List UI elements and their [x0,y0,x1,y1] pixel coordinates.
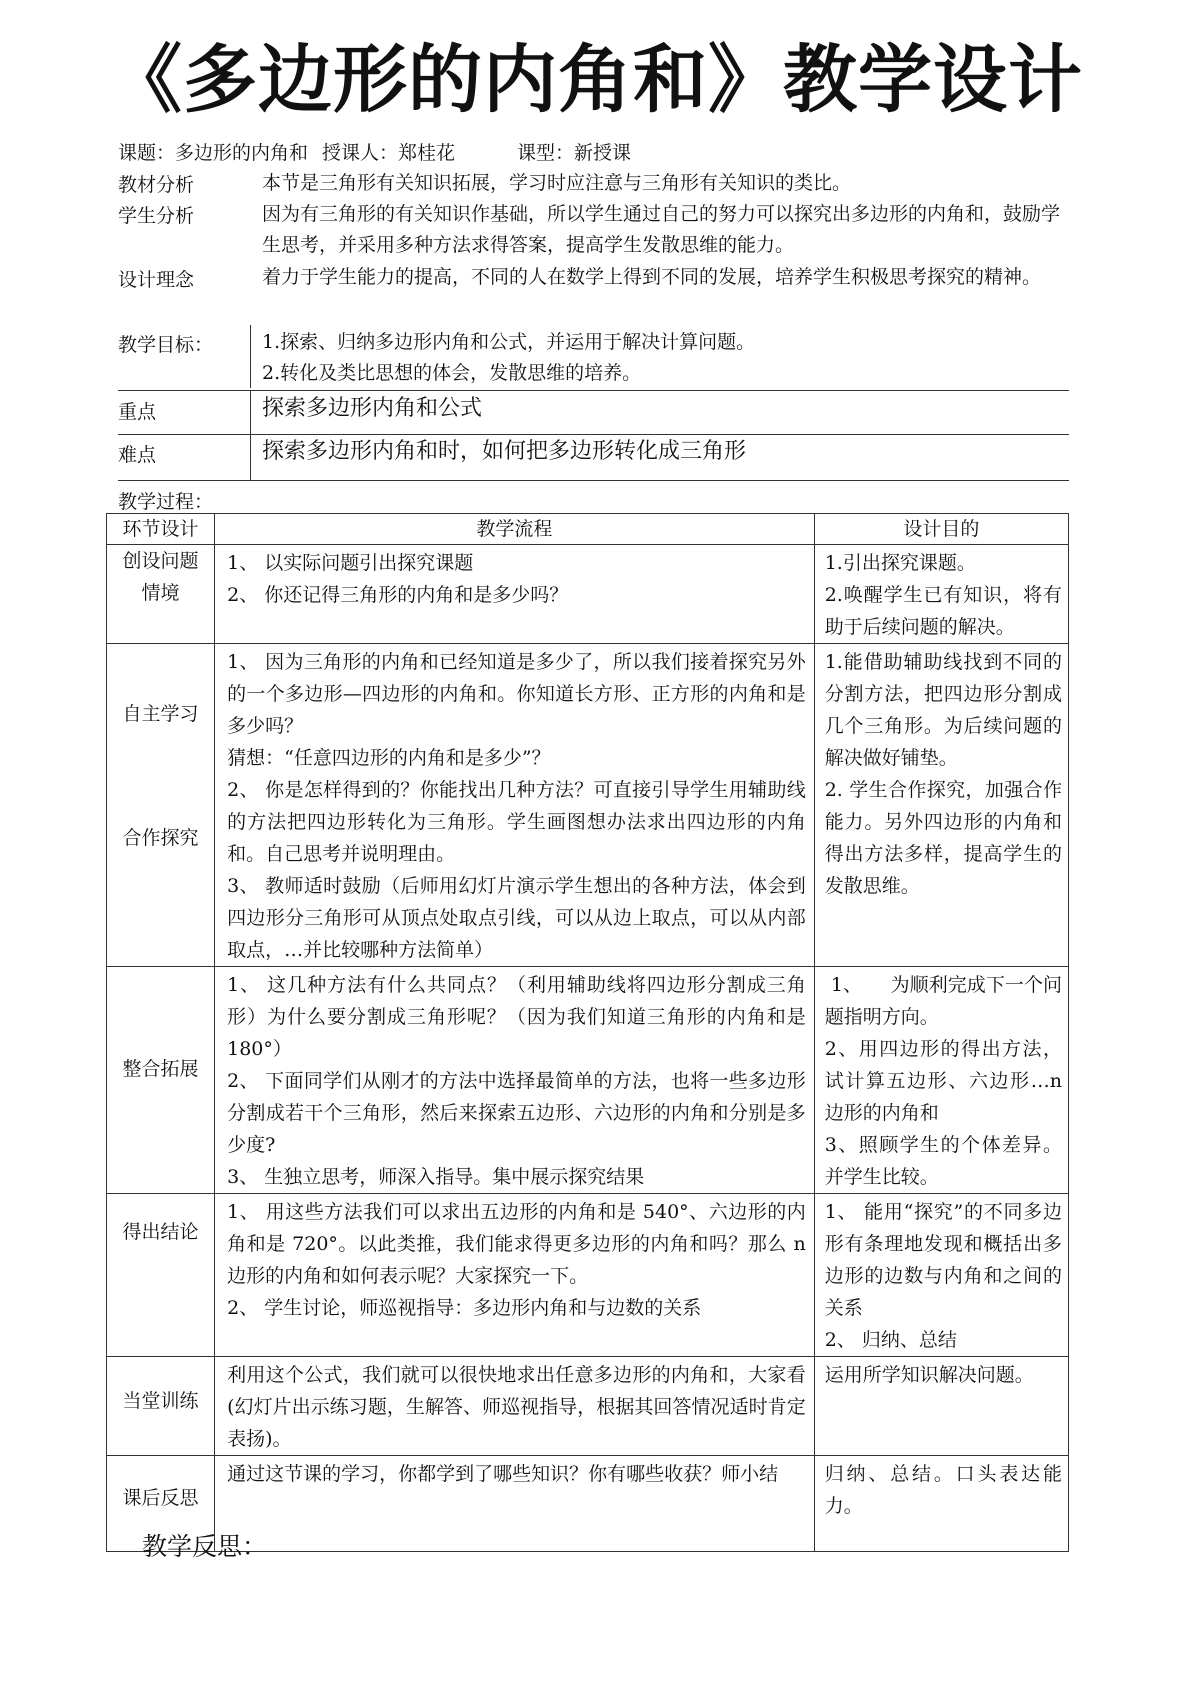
purpose-cell [814,644,1068,967]
stage-text: 合作探究 [122,827,199,849]
purpose-text: 1.引出探究课题。 2.唤醒学生已有知识，将有助于后续问题的解决。 [824,552,1062,638]
flow-text: 2、 你还记得三角形的内角和是多少吗？ [227,584,569,606]
flow-text: 通过这节课的学习，你都学到了哪些知识？你有哪些收获？师小结 [227,1463,779,1485]
stage-cell [107,1357,215,1456]
table-row [107,644,1069,967]
flow-cell [215,1357,815,1456]
table-row [107,1194,1069,1357]
teacher-text: 授课人：郑桂花 [322,142,456,164]
flow-cell [215,967,815,1194]
stage-text: 整合拓展 [122,1058,199,1080]
flow-text: 1、 用这些方法我们可以求出五边形的内角和是 540°、六边形的内角和是 720°。以此类推，我们能求得更多边形的内角和吗？那么 n 边形的内角和如何表示呢？大家探究一下。 [227,1201,806,1287]
process-table [106,513,1069,1552]
lesson-info [118,140,631,166]
flow-text: 利用这个公式，我们就可以很快地求出任意多边形的内角和，大家看(幻灯片出示练习题，生解答、师巡视指导，根据其回答情况适时肯定表扬)。 [227,1364,806,1450]
keypoint-label: 重点 [118,401,157,423]
difficulty-text: 探索多边形内角和时，如何把多边形转化成三角形 [262,439,747,464]
stage-text: 创设问题 [122,550,199,572]
divider [118,480,1069,481]
flow-text: 2、 下面同学们从刚才的方法中选择最简单的方法，也将一些多边形分割成若干个三角形，然后来探索五边形、六边形的内角和分别是多少度? [227,1070,806,1156]
type-text: 课型：新授课 [517,142,632,164]
table-row [107,545,1069,644]
analysis-text-design: 着力于学生能力的提高，不同的人在数学上得到不同的发展，培养学生积极思考探究的精神。 [262,266,1042,288]
stage-text: 课后反思 [122,1487,199,1509]
flow-text: 2、 你是怎样得到的？你能找出几种方法？可直接引导学生用辅助线的方法把四边形转化为三角形。学生画图想办法求出四边形的内角和。自己思考并说明理由。 [227,779,806,865]
analysis-text-textbook: 本节是三角形有关知识拓展，学习时应注意与三角形有关知识的类比。 [262,172,852,194]
stage-cell [107,644,215,967]
purpose-cell [814,1357,1068,1456]
stage-text: 得出结论 [122,1221,199,1243]
flow-cell [215,644,815,967]
stage-cell [107,967,215,1194]
header-purpose: 设计目的 [814,514,1068,545]
purpose-cell [814,967,1068,1194]
stage-text: 当堂训练 [122,1390,199,1412]
divider [118,434,1069,435]
reflection-label: 教学反思： [142,1532,268,1561]
stage-cell [107,1194,215,1357]
purpose-cell [814,545,1068,644]
goals-item: 1.探索、归纳多边形内角和公式，并运用于解决计算问题。 [262,331,756,353]
keypoint-divider [250,390,251,434]
goals-label: 教学目标： [118,334,214,356]
purpose-cell [814,1194,1068,1357]
purpose-text: 1、 能用“探究”的不同多边形有条理地发现和概括出多边形的边数与内角和之间的关系 2、 归纳、总结 [824,1201,1062,1351]
table-header-row [107,514,1069,545]
page-title: 《多边形的内角和》教学设计 [108,37,1083,123]
flow-text: 1、 以实际问题引出探究课题 [227,552,474,574]
divider [118,390,1069,391]
flow-text: 3、 生独立思考，师深入指导。集中展示探究结果 [227,1166,645,1188]
analysis-label-design: 设计理念 [118,269,195,291]
flow-text: 2、 学生讨论，师巡视指导：多边形内角和与边数的关系 [227,1297,702,1319]
goals-item: 2.转化及类比思想的体会，发散思维的培养。 [262,362,642,384]
difficulty-label: 难点 [118,444,157,466]
keypoint-text: 探索多边形内角和公式 [262,396,483,421]
table-row [107,1357,1069,1456]
flow-text: 3、 教师适时鼓励（后师用幻灯片演示学生想出的各种方法，体会到四边形分三角形可从顶点处取点引线，可以从边上取点，可以从内部取点，…并比较哪种方法简单） [227,875,806,961]
header-flow: 教学流程 [215,514,815,545]
analysis-label-textbook: 教材分析 [118,174,195,196]
purpose-text: 1.能借助辅助线找到不同的分割方法，把四边形分割成几个三角形。为后续问题的解决做好铺垫。 2. 学生合作探究，加强合作能力。另外四边形的内角和得出方法多样，提高学生的发散思维。 [824,651,1062,897]
analysis-text-student: 因为有三角形的有关知识作基础，所以学生通过自己的努力可以探究出多边形的内角和，鼓励学生思考，并采用多种方法求得答案，提高学生发散思维的能力。 [262,203,1061,256]
goals-divider [250,325,251,388]
purpose-cell [814,1456,1068,1552]
process-label: 教学过程： [118,491,214,513]
flow-cell [215,545,815,644]
header-stage: 环节设计 [107,514,215,545]
purpose-text: 1、 为顺利完成下一个问题指明方向。 2、用四边形的得出方法，试计算五边形、六边形…n 边形的内角和 3、照顾学生的个体差异。并学生比较。 [824,974,1062,1188]
purpose-text: 运用所学知识解决问题。 [824,1364,1034,1386]
flow-cell [215,1194,815,1357]
difficulty-divider [250,434,251,480]
flow-text: 1、 这几种方法有什么共同点？（利用辅助线将四边形分割成三角形）为什么要分割成三角形呢？（因为我们知道三角形的内角和是 180°） [227,974,806,1060]
flow-cell [215,1456,815,1552]
stage-text: 自主学习 [122,703,199,725]
stage-text: 情境 [141,582,180,604]
flow-text: 猜想：“任意四边形的内角和是多少”？ [227,747,551,769]
flow-text: 1、 因为三角形的内角和已经知道是多少了，所以我们接着探究另外的一个多边形—四边形的内角和。你知道长方形、正方形的内角和是多少吗？ [227,651,806,737]
table-row [107,967,1069,1194]
purpose-text: 归纳、总结。口头表达能力。 [824,1463,1062,1517]
topic-text: 课题：多边形的内角和 [118,142,309,164]
stage-cell [107,545,215,644]
analysis-label-student: 学生分析 [118,205,195,227]
